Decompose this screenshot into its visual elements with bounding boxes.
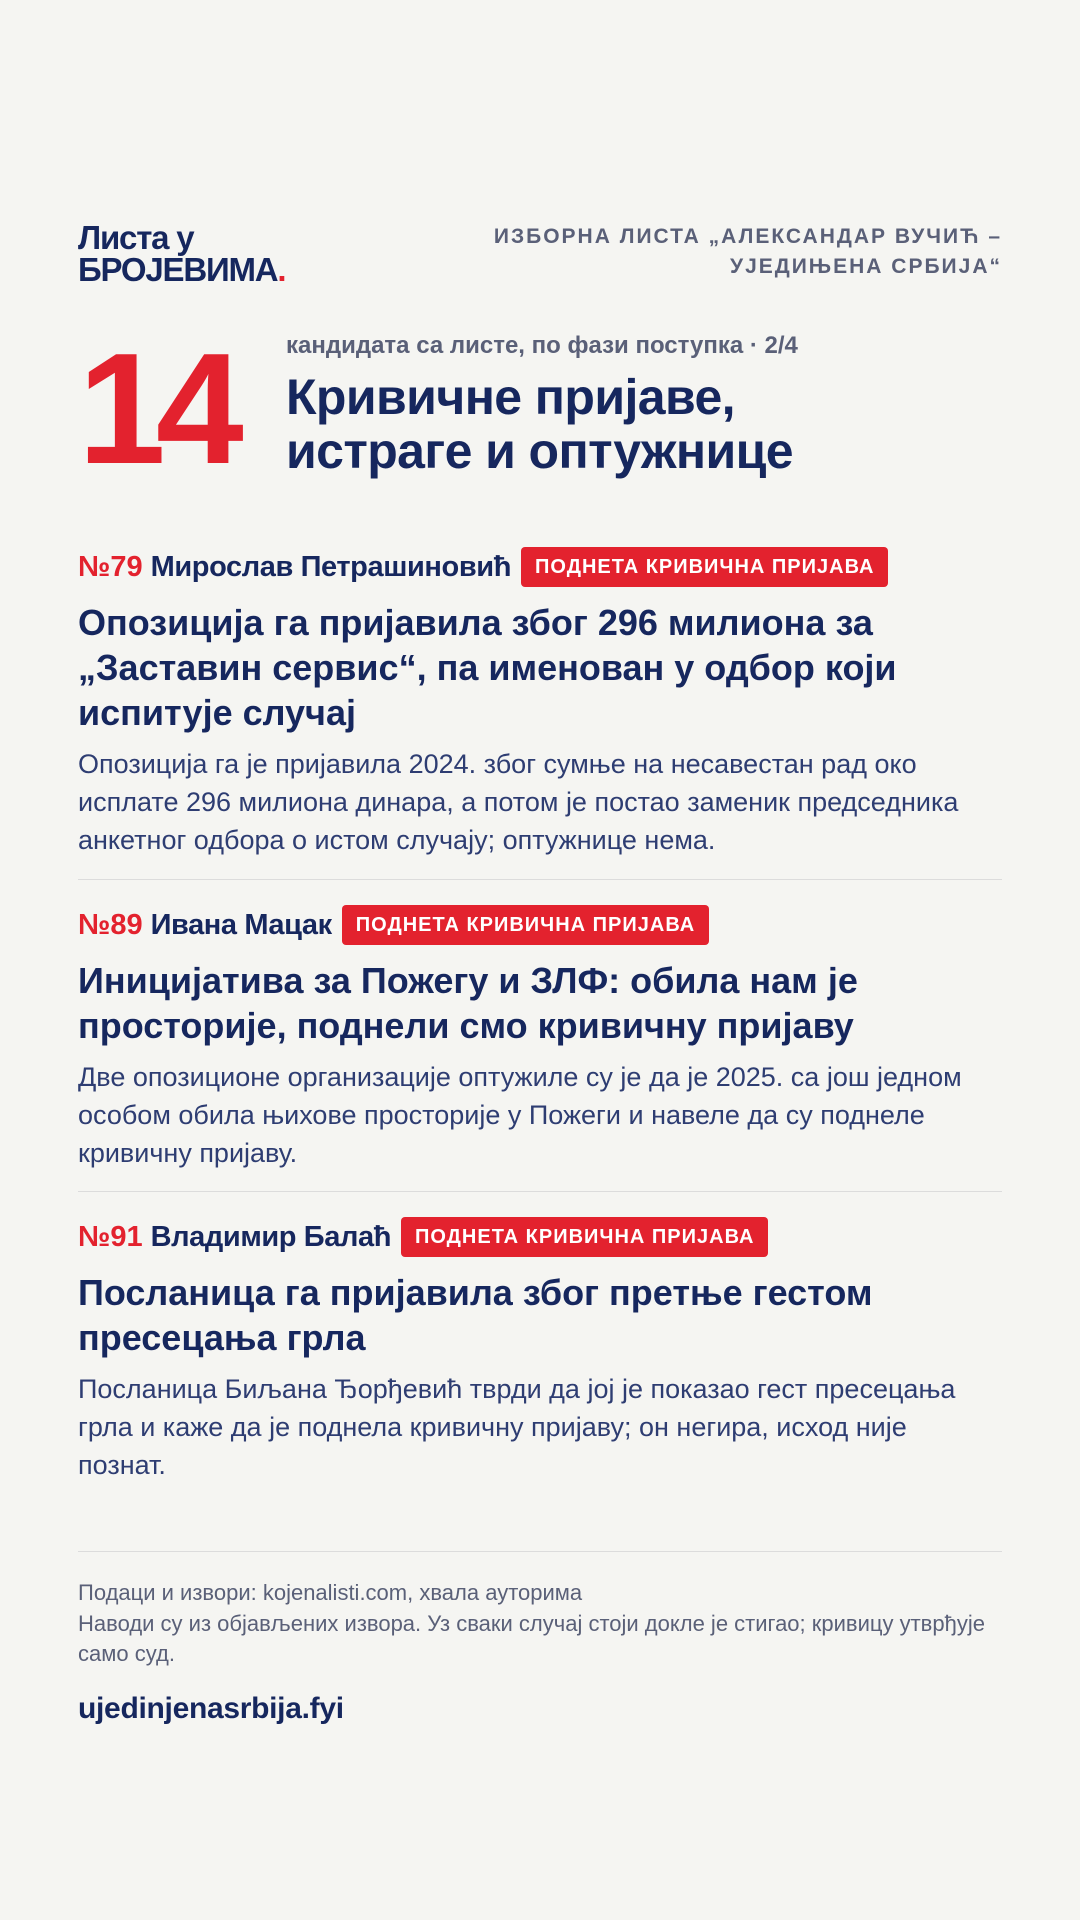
- disclaimer: Наводи су из објављених извора. Уз сваки случај стоји докле је стигао; кривицу утврђује само суд.: [78, 1611, 985, 1666]
- header: [78, 219, 1002, 292]
- item-headline: Опозиција га пријавила због 296 милиона за „Заставин сервис“, па именован у одбор који испитује случај: [78, 602, 897, 733]
- logo-line-2: [78, 251, 286, 288]
- page-title-line-2: истраге и оптужнице: [286, 423, 793, 479]
- item-headline: Иницијатива за Пожегу и ЗЛФ: обила нам је просторије, поднели смо кривичну пријаву: [78, 960, 858, 1046]
- logo-line-1: Листа у: [78, 219, 194, 256]
- item-headline: Посланица га пријавила због претње гестом пресецања грла: [78, 1272, 873, 1358]
- list-item: [78, 904, 1002, 1172]
- candidate-name: Владимир Балаћ: [150, 1220, 392, 1253]
- item-header: [78, 546, 1002, 588]
- hero-text: [286, 326, 1002, 478]
- divider: [78, 1191, 1002, 1192]
- footer-divider: [78, 1551, 1002, 1552]
- list-item: [78, 546, 1002, 859]
- candidate-number: №91: [78, 1220, 143, 1253]
- item-description: Две опозиционе организације оптужиле су је да је 2025. са још једном особом обила њихове просторије у Пожеги и навеле да су поднеле кривичну пријаву.: [78, 1062, 962, 1168]
- item-description: Посланица Биљана Ђорђевић тврди да јој је показао гест пресецања грла и каже да је поднела кривичну пријаву; он негира, исход није познат.: [78, 1374, 956, 1480]
- candidate-number: №79: [78, 550, 143, 583]
- item-description: Опозиција га је пријавила 2024. због сумње на несавестан рад око исплате 296 милиона динара, а потом је постао заменик председника анкетног одбора о истом случају; оптужнице нема.: [78, 749, 959, 855]
- hero-subtitle: кандидата са листе, по фази поступка · 2/4: [286, 332, 798, 359]
- logo-wordmark: БРОЈЕВИМА: [78, 251, 278, 288]
- hero: [78, 321, 1002, 497]
- candidate-count: 14: [78, 321, 234, 497]
- item-header: [78, 1216, 1002, 1258]
- item-header: [78, 904, 1002, 946]
- page-title-line-1: Кривичне пријаве,: [286, 369, 735, 425]
- list-item: [78, 1216, 1002, 1484]
- candidate-name: Ивана Мацак: [150, 908, 332, 941]
- candidate-number: №89: [78, 908, 143, 941]
- status-badge: ПОДНЕТА КРИВИЧНА ПРИЈАВА: [401, 1217, 768, 1257]
- sources-credit: Подаци и извори: kojenalisti.com, хвала ауторима: [78, 1580, 583, 1605]
- footer: [78, 1578, 1002, 1726]
- status-badge: ПОДНЕТА КРИВИЧНА ПРИЈАВА: [342, 905, 709, 945]
- status-badge: ПОДНЕТА КРИВИЧНА ПРИЈАВА: [521, 547, 888, 587]
- website-link[interactable]: ujedinjenasrbija.fyi: [78, 1692, 344, 1725]
- divider: [78, 879, 1002, 880]
- logo-dot: .: [277, 251, 286, 288]
- electoral-list-title: ИЗБОРНА ЛИСТА „АЛЕКСАНДАР ВУЧИЋ – УЈЕДИЊЕНА СРБИЈА“: [493, 225, 1002, 278]
- candidate-name: Мирослав Петрашиновић: [150, 550, 512, 583]
- logo: [78, 219, 286, 288]
- page-title: [286, 370, 1002, 478]
